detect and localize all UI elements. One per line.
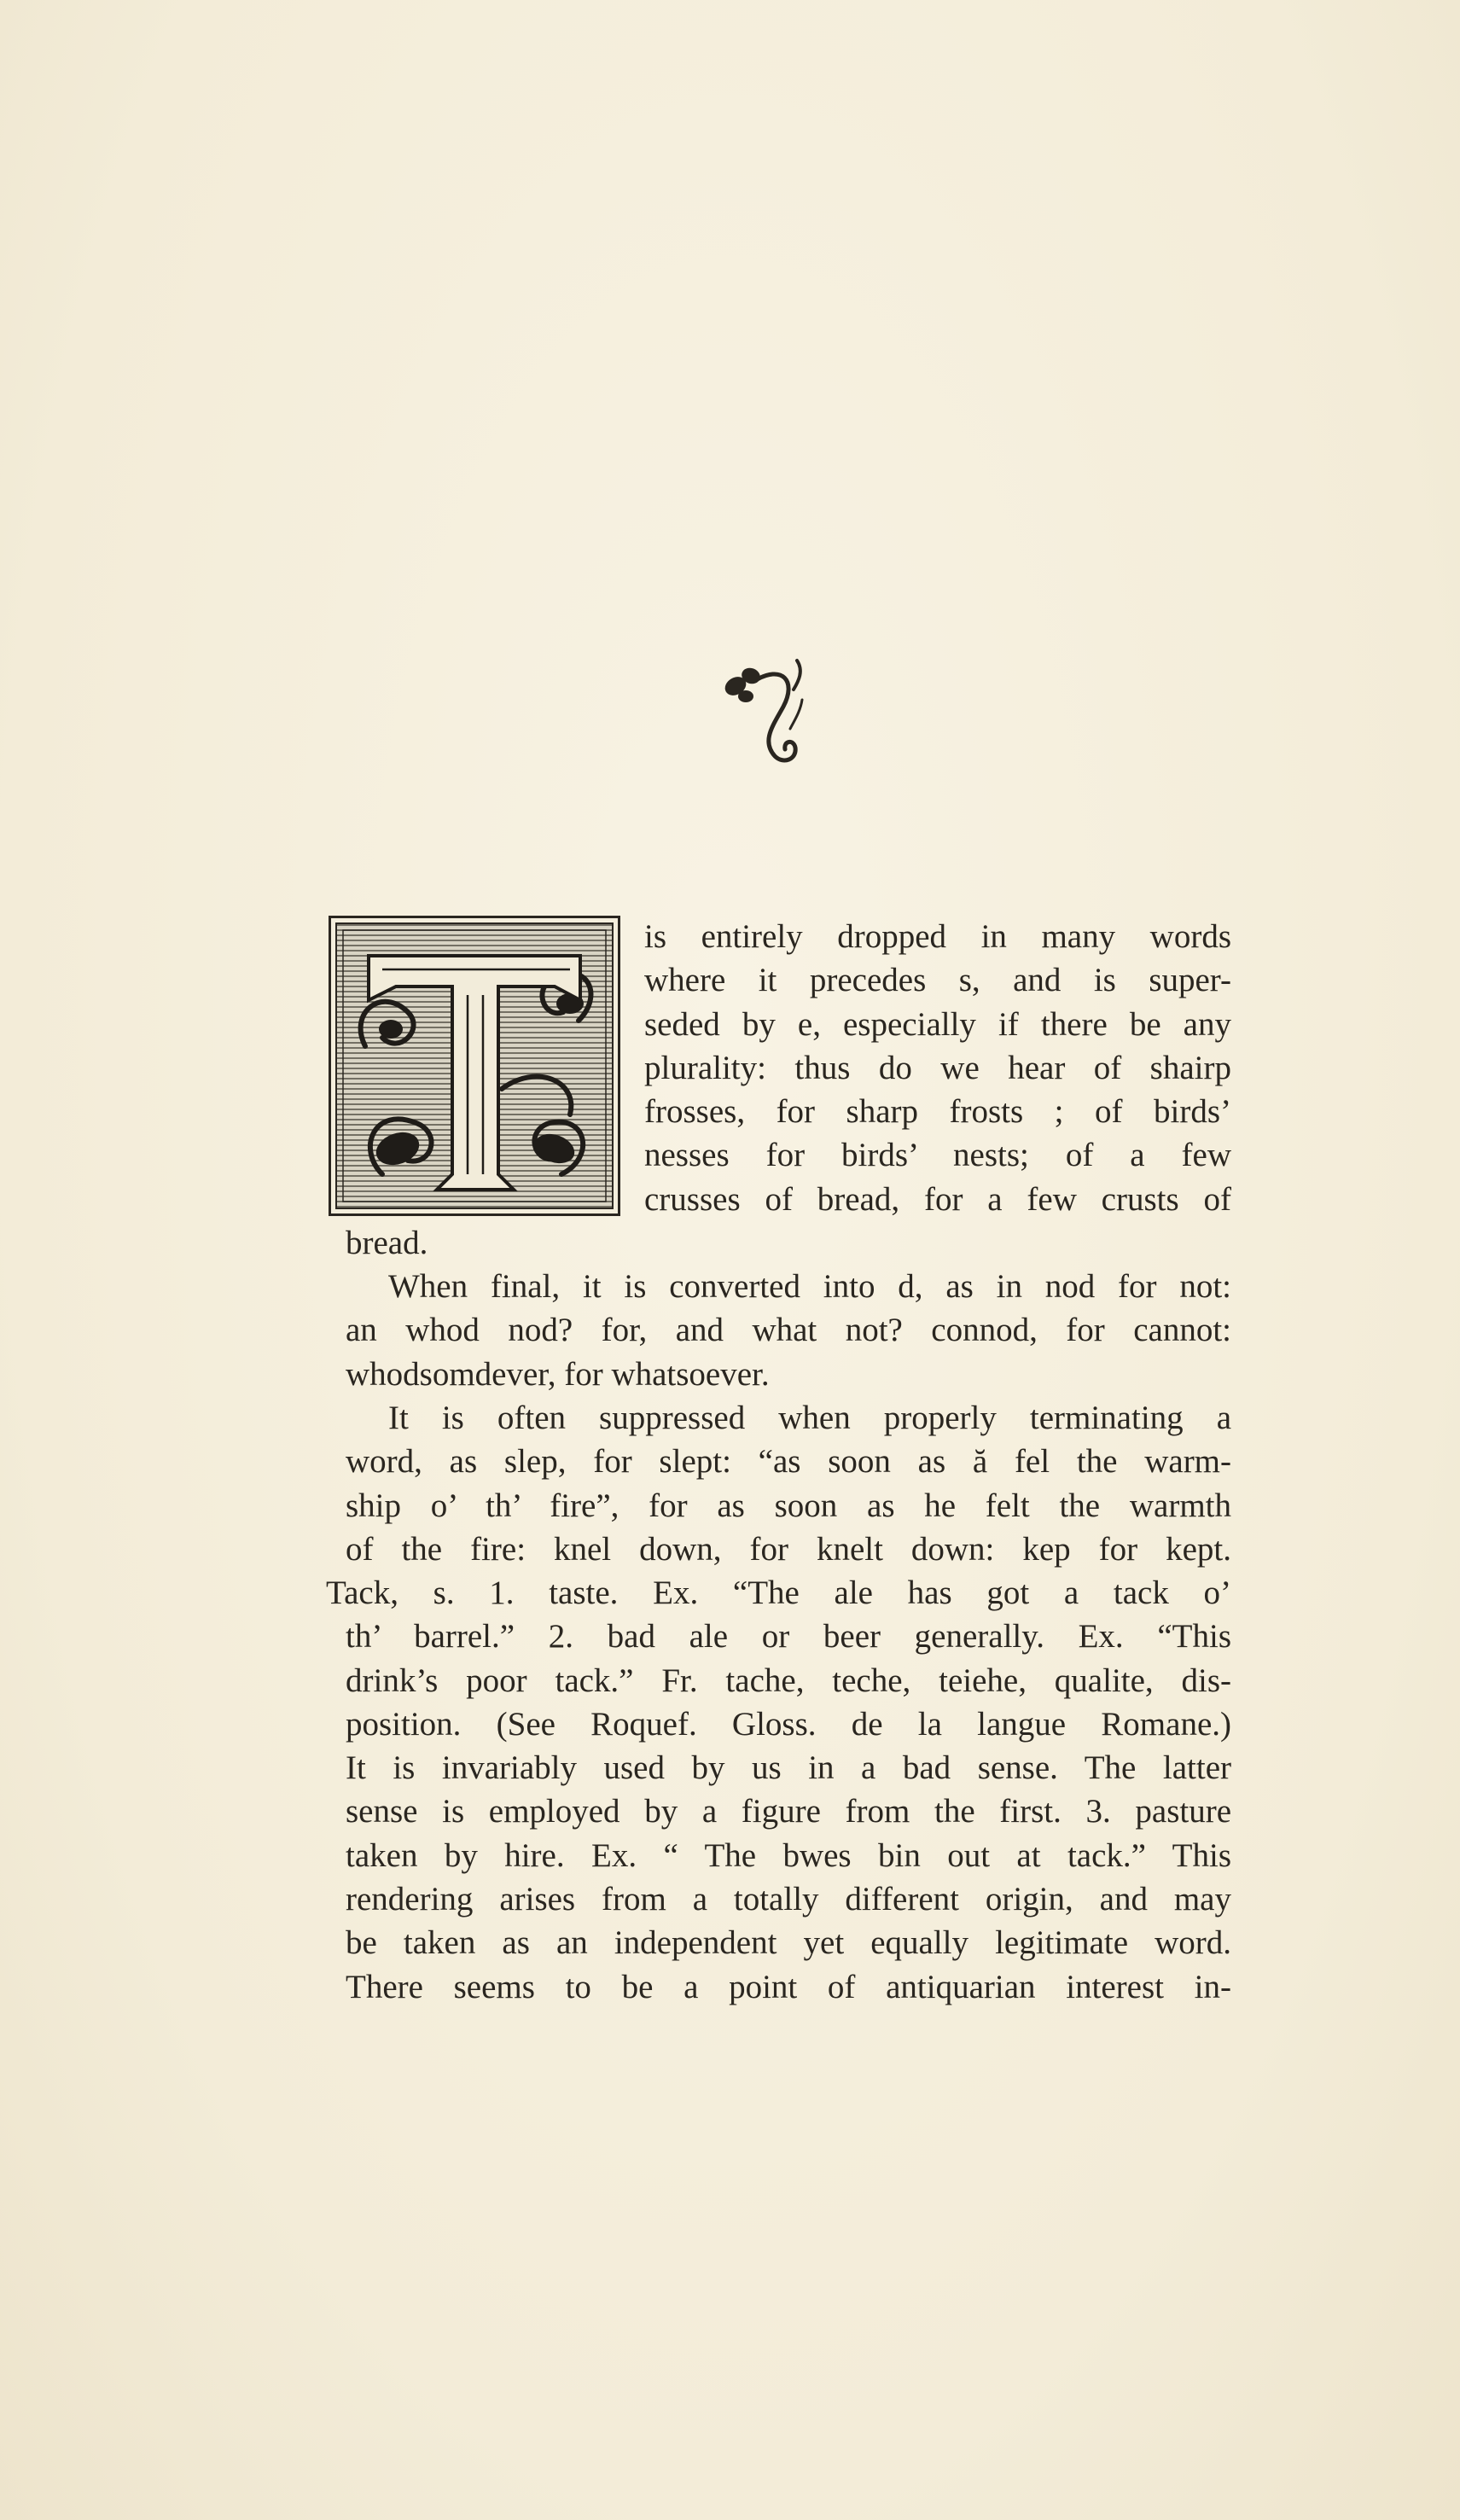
suppressed-paragraph [346,1396,1231,1571]
text-line: It is often suppressed when properly terminating a [388,1400,1231,1436]
text-line: ship o’ th’ fire”, for as soon as he felt the warmth [346,1487,1231,1524]
text-line: of the fire: knel down, for knelt down: kep for kept. [346,1530,1231,1568]
text-line: When final, it is converted into d, as in nod for not: [388,1268,1231,1305]
text-line: It is invariably used by us in a bad sense. The latter [346,1749,1231,1787]
drop-cap-initial [329,916,620,1216]
text-line: is entirely dropped in many words [644,918,1231,955]
text-line: Tack, s. 1. taste. Ex. “The ale has got a tack o’ [326,1574,1231,1611]
text-line: seded by e, especially if there be any [644,1005,1231,1043]
text-line: bread. [346,1225,428,1261]
text-line: frosses, for sharp frosts ; of birds’ [644,1093,1231,1131]
text-line: th’ barrel.” 2. bad ale or beer generally. Ex. “This [346,1618,1231,1656]
text-line: There seems to be a point of antiquarian interest in- [346,1968,1231,2005]
text-line: nesses for birds’ nests; of a few [644,1137,1231,1174]
final-d-paragraph [346,1265,1231,1396]
intro-paragraph [644,915,1231,1221]
text-line: be taken as an independent yet equally legitimate word. [346,1924,1231,1962]
intro-paragraph-tail [346,1221,1231,1265]
section-letter-ornament [701,655,829,771]
text-line: taken by hire. Ex. “ The bwes bin out at tack.” This [346,1836,1231,1874]
text-line: word, as slep, for slept: “as soon as ă fel the warm- [346,1443,1231,1481]
text-line: whodsomdever, for whatsoever. [346,1355,770,1393]
text-line: position. (See Roquef. Gloss. de la langue Romane.) [346,1705,1231,1743]
tack-entry [326,1571,1231,2009]
text-line: where it precedes s, and is super- [644,962,1231,999]
text-line: drink’s poor tack.” Fr. tache, teche, teiehe, qualite, dis- [346,1662,1231,1699]
text-line: crusses of bread, for a few crusts of [644,1180,1231,1218]
text-line: sense is employed by a figure from the first. 3. pasture [346,1793,1231,1830]
text-line: plurality: thus do we hear of shairp [644,1049,1231,1086]
text-line: rendering arises from a totally different origin, and may [346,1881,1231,1918]
text-line: an whod nod? for, and what not? connod, for cannot: [346,1312,1231,1349]
